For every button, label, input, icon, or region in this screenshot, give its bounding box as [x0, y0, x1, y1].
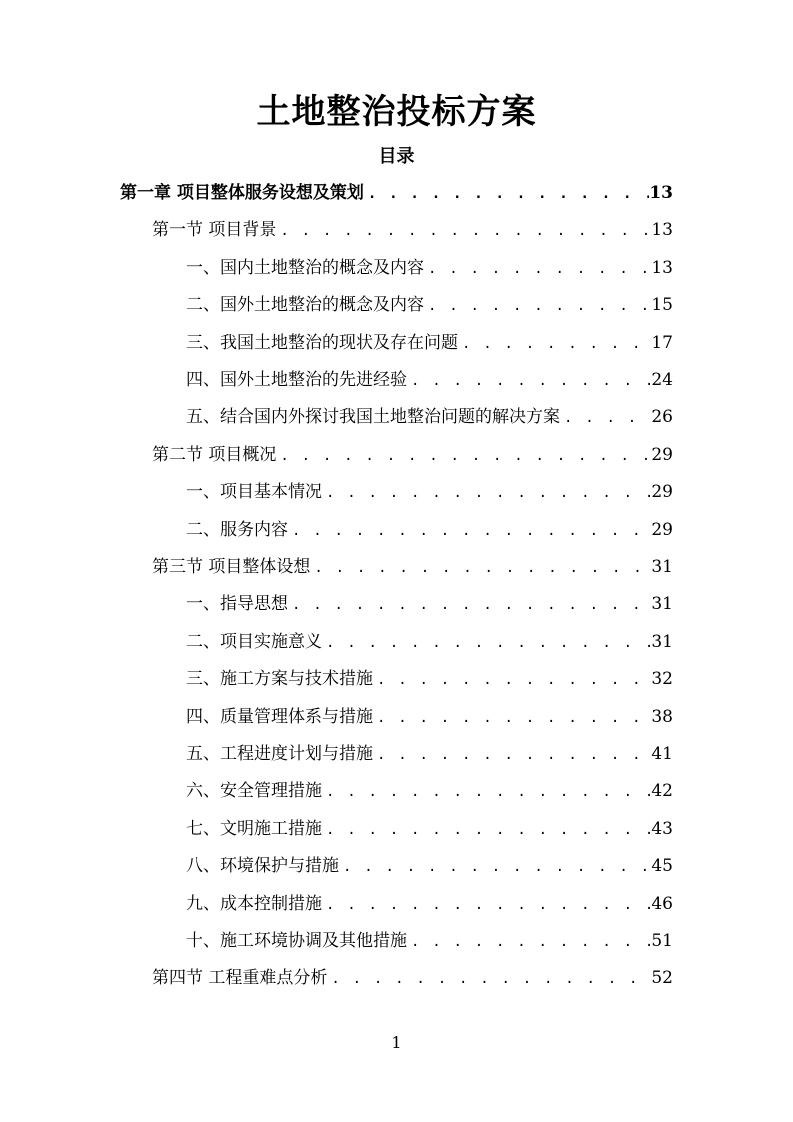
toc-leader-dots [276, 217, 651, 245]
toc-entry[interactable] [152, 553, 673, 581]
toc-leader-dots [322, 891, 651, 919]
toc-entry[interactable] [152, 441, 673, 469]
toc-entry-label: 七、文明施工措施 [186, 819, 322, 839]
toc-leader-dots [560, 404, 651, 432]
toc-entry-label: 一、指导思想 [186, 594, 288, 614]
toc-entry-label: 六、安全管理措施 [186, 781, 322, 801]
toc-entry-page: 41 [651, 744, 673, 764]
toc-leader-dots [424, 255, 651, 283]
toc-entry-page: 31 [651, 557, 673, 577]
toc-entry[interactable] [186, 628, 673, 656]
toc-leader-dots [322, 629, 651, 657]
toc-leader-dots [458, 330, 651, 358]
toc-entry[interactable] [120, 179, 673, 207]
toc-entry-label: 三、施工方案与技术措施 [186, 669, 373, 689]
toc-entry-label: 第四节 工程重难点分析 [152, 968, 328, 988]
toc-entry[interactable] [186, 665, 673, 693]
toc-entry-page: 15 [651, 295, 673, 315]
toc-entry[interactable] [186, 927, 673, 955]
toc-entry-page: 38 [651, 707, 673, 727]
toc-entry-label: 二、项目实施意义 [186, 632, 322, 652]
toc-leader-dots [322, 778, 651, 806]
toc-entry[interactable] [186, 254, 673, 282]
toc-entry[interactable] [186, 590, 673, 618]
toc-entry[interactable] [186, 852, 673, 880]
toc-entry-page: 46 [651, 894, 673, 914]
toc-entry-page: 31 [651, 594, 673, 614]
toc-entry-page: 24 [651, 370, 673, 390]
toc-leader-dots [373, 741, 651, 769]
toc-entry[interactable] [186, 890, 673, 918]
toc-entry-label: 五、工程进度计划与措施 [186, 744, 373, 764]
toc-entry-page: 13 [649, 183, 673, 203]
toc-leader-dots [373, 666, 651, 694]
toc-entry[interactable] [186, 291, 673, 319]
toc-entry[interactable] [186, 366, 673, 394]
toc-entry-label: 二、国外土地整治的概念及内容 [186, 295, 424, 315]
toc-entry-label: 三、我国土地整治的现状及存在问题 [186, 333, 458, 353]
toc-entry-label: 五、结合国内外探讨我国土地整治问题的解决方案 [186, 407, 560, 427]
toc-leader-dots [407, 928, 651, 956]
toc-leader-dots [322, 816, 651, 844]
toc-entry-page: 13 [651, 220, 673, 240]
toc-entry-label: 四、质量管理体系与措施 [186, 707, 373, 727]
toc-entry-page: 29 [651, 482, 673, 502]
toc-entry-label: 二、服务内容 [186, 520, 288, 540]
toc-entry[interactable] [186, 516, 673, 544]
toc-leader-dots [310, 554, 651, 582]
page-number: 1 [391, 1033, 402, 1052]
toc-entry-page: 42 [651, 781, 673, 801]
toc-leader-dots [288, 517, 651, 545]
toc-entry[interactable] [152, 216, 673, 244]
toc-entry-page: 45 [651, 856, 673, 876]
toc-heading: 目录 [378, 146, 415, 167]
toc-entry-label: 第一章 项目整体服务设想及策划 [120, 183, 364, 203]
toc-entry-page: 13 [651, 258, 673, 278]
toc-leader-dots [339, 853, 651, 881]
toc-entry-label: 九、成本控制措施 [186, 894, 322, 914]
toc-entry-label: 一、项目基本情况 [186, 482, 322, 502]
toc-entry-page: 29 [651, 445, 673, 465]
toc-entry[interactable] [186, 740, 673, 768]
toc-entry-label: 第二节 项目概况 [152, 445, 277, 465]
toc-entry-page: 52 [651, 968, 673, 988]
toc-entry-page: 43 [651, 819, 673, 839]
toc-entry[interactable] [186, 478, 673, 506]
toc-leader-dots [407, 367, 651, 395]
toc-entry-label: 四、国外土地整治的先进经验 [186, 370, 407, 390]
toc-leader-dots [327, 965, 651, 993]
toc-entry-label: 一、国内土地整治的概念及内容 [186, 258, 424, 278]
toc-entry-page: 31 [651, 632, 673, 652]
toc-leader-dots [276, 442, 651, 470]
toc-entry[interactable] [186, 815, 673, 843]
toc-entry-page: 29 [651, 520, 673, 540]
toc-entry[interactable] [186, 329, 673, 357]
document-title: 土地整治投标方案 [256, 92, 537, 132]
toc-entry[interactable] [186, 777, 673, 805]
toc-leader-dots [322, 479, 651, 507]
toc-entry-page: 26 [651, 407, 673, 427]
toc-leader-dots [288, 591, 651, 619]
toc-entry-page: 17 [651, 333, 673, 353]
toc-entry-page: 51 [651, 931, 673, 951]
toc-leader-dots [373, 704, 651, 732]
toc-entry-label: 十、施工环境协调及其他措施 [186, 931, 407, 951]
toc-entry-page: 32 [651, 669, 673, 689]
toc-entry[interactable] [186, 403, 673, 431]
toc-entry-label: 八、环境保护与措施 [186, 856, 339, 876]
toc-entry-label: 第一节 项目背景 [152, 220, 277, 240]
toc-entry[interactable] [152, 964, 673, 992]
toc-leader-dots [364, 180, 649, 208]
toc-entry[interactable] [186, 703, 673, 731]
toc-entry-label: 第三节 项目整体设想 [152, 557, 311, 577]
toc-leader-dots [424, 292, 651, 320]
